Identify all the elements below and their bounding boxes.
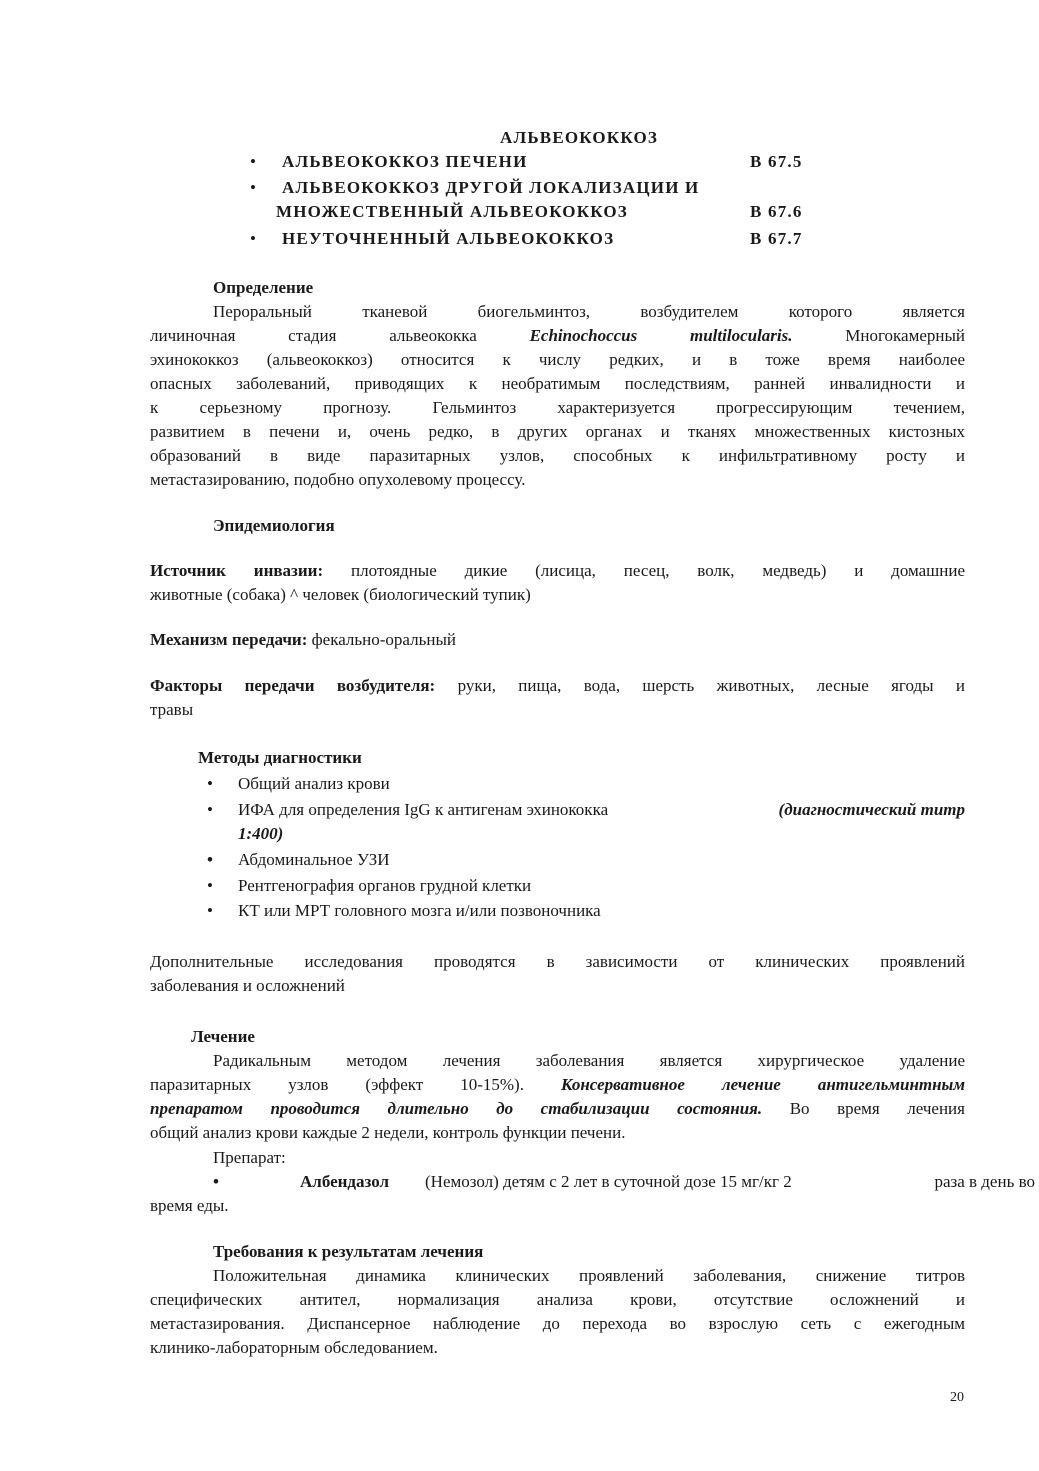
titer-note: (диагностический титр (778, 800, 965, 819)
treatment-line-3b: Во время лечения (789, 1099, 965, 1118)
factors-value: руки, пища, вода, шерсть животных, лесные ягоды и (457, 676, 965, 695)
mechanism-line (150, 628, 456, 652)
definition-line-4: опасных заболеваний, приводящих к необратимым последствиям, ранней инвалидности и (150, 374, 965, 393)
bullet-icon: • (250, 152, 256, 171)
bullet-icon: • (213, 1172, 219, 1191)
definition-line-3: эхинококкоз (альвеококкоз) относится к числу редких, и в тоже время наиболее (150, 350, 965, 369)
definition-line-2 (150, 324, 965, 348)
mechanism-value: фекально-оральный (311, 630, 456, 649)
treatment-line-4: общий анализ крови каждые 2 недели, контроль функции печени. (150, 1123, 626, 1142)
treatment-line-2 (150, 1073, 965, 1097)
diagnostics-heading: Методы диагностики (198, 748, 362, 767)
requirements-heading: Требования к результатам лечения (213, 1242, 484, 1261)
bullet-icon: • (250, 178, 256, 197)
header-code-liver: В 67.5 (750, 152, 803, 171)
bullet-icon: • (207, 876, 213, 895)
definition-line-7: образований в виде паразитарных узлов, способных к инфильтративному росту и (150, 446, 965, 465)
bullet-icon: • (207, 901, 213, 920)
source-value: плотоядные дикие (лисица, песец, волк, медведь) и домашние (351, 561, 966, 580)
additional-line-1: Дополнительные исследования проводятся в зависимости от клинических проявлений (150, 952, 965, 971)
header-code-unspecified: В 67.7 (750, 229, 803, 248)
drug-text-2: время еды. (150, 1196, 229, 1215)
header-item-liver: АЛЬВЕОКОККОЗ ПЕЧЕНИ (282, 152, 528, 171)
drug-text-b: раза в день во (934, 1172, 1035, 1191)
definition-line-8: метастазированию, подобно опухолевому процессу. (150, 470, 526, 489)
treatment-line-1: Радикальным методом лечения заболевания является хирургическое удаление (213, 1051, 965, 1070)
definition-heading: Определение (213, 278, 314, 297)
definition-paragraph (150, 300, 965, 492)
factors-paragraph (150, 674, 965, 722)
factors-line-1 (150, 674, 965, 698)
source-paragraph (150, 559, 965, 607)
factors-label: Факторы передачи возбудителя: (150, 676, 436, 695)
bullet-icon: • (250, 229, 256, 248)
diagnostic-item: КТ или МРТ головного мозга и/или позвоночника (238, 901, 601, 920)
treatment-paragraph (150, 1049, 965, 1145)
header-item-unspecified: НЕУТОЧНЕННЫЙ АЛЬВЕОКОККОЗ (282, 229, 615, 248)
treatment-line-3 (150, 1097, 965, 1121)
requirements-line-2: специфических антител, нормализация анализа крови, отсутствие осложнений и (150, 1290, 965, 1309)
treatment-line-3a: препаратом проводится длительно до стабилизации состояния. (150, 1099, 763, 1118)
document-title: АЛЬВЕОКОККОЗ (500, 128, 659, 147)
header-item-other: АЛЬВЕОКОККОЗ ДРУГОЙ ЛОКАЛИЗАЦИИ И (282, 178, 700, 197)
epidemiology-heading: Эпидемиология (213, 516, 335, 535)
header-code-other: В 67.6 (750, 202, 803, 221)
definition-line-1: Пероральный тканевой биогельминтоз, возбудителем которого является (213, 302, 965, 321)
treatment-line-2b: Консервативное лечение антигельминтным (560, 1075, 965, 1094)
header-item-multiple: МНОЖЕСТВЕННЫЙ АЛЬВЕОКОККОЗ (276, 202, 628, 221)
drug-text (425, 1170, 1035, 1194)
diagnostic-item: Общий анализ крови (238, 774, 390, 793)
additional-line-2: заболевания и осложнений (150, 976, 345, 995)
treatment-line-2a: паразитарных узлов (эффект 10-15%). (150, 1075, 524, 1094)
diagnostic-item: Абдоминальное УЗИ (238, 850, 390, 869)
treatment-heading: Лечение (191, 1027, 255, 1046)
definition-line-6: развитием в печени и, очень редко, в других органах и тканях множественных кистозных (150, 422, 965, 441)
definition-line-2-text: личиночная стадия альвеококка (150, 326, 477, 345)
titer-value: 1:400) (238, 824, 284, 843)
factors-line-2: травы (150, 700, 194, 719)
bullet-icon: • (207, 774, 213, 793)
drug-name: Албендазол (300, 1172, 390, 1191)
bullet-icon: • (207, 850, 213, 869)
diagnostic-item: ИФА для определения IgG к антигенам эхинококка (238, 800, 609, 819)
species-name: Echinochoccus multilocularis. (529, 326, 793, 345)
additional-paragraph (150, 950, 965, 998)
diagnostic-item: Рентгенография органов грудной клетки (238, 876, 532, 895)
requirements-line-4: клинико-лабораторным обследованием. (150, 1338, 438, 1357)
bullet-icon: • (207, 800, 213, 819)
mechanism-label: Механизм передачи: (150, 630, 308, 649)
drug-label: Препарат: (213, 1148, 286, 1167)
drug-text-a: (Немозол) детям с 2 лет в суточной дозе 15 мг/кг 2 (425, 1172, 792, 1191)
diagnostic-item-ifa (238, 798, 965, 822)
definition-line-2-tail: Многокамерный (845, 326, 966, 345)
requirements-line-1: Положительная динамика клинических проявлений заболевания, снижение титров (213, 1266, 965, 1285)
source-line-1 (150, 559, 965, 583)
page-number: 20 (950, 1390, 964, 1405)
requirements-paragraph (150, 1264, 965, 1360)
requirements-line-3: метастазирования. Диспансерное наблюдение до перехода во взрослую сеть с ежегодным (150, 1314, 965, 1333)
source-line-2: животные (собака) ^ человек (биологический тупик) (150, 585, 531, 604)
source-label: Источник инвазии: (150, 561, 324, 580)
definition-line-5: к серьезному прогнозу. Гельминтоз характеризуется прогрессирующим течением, (150, 398, 965, 417)
